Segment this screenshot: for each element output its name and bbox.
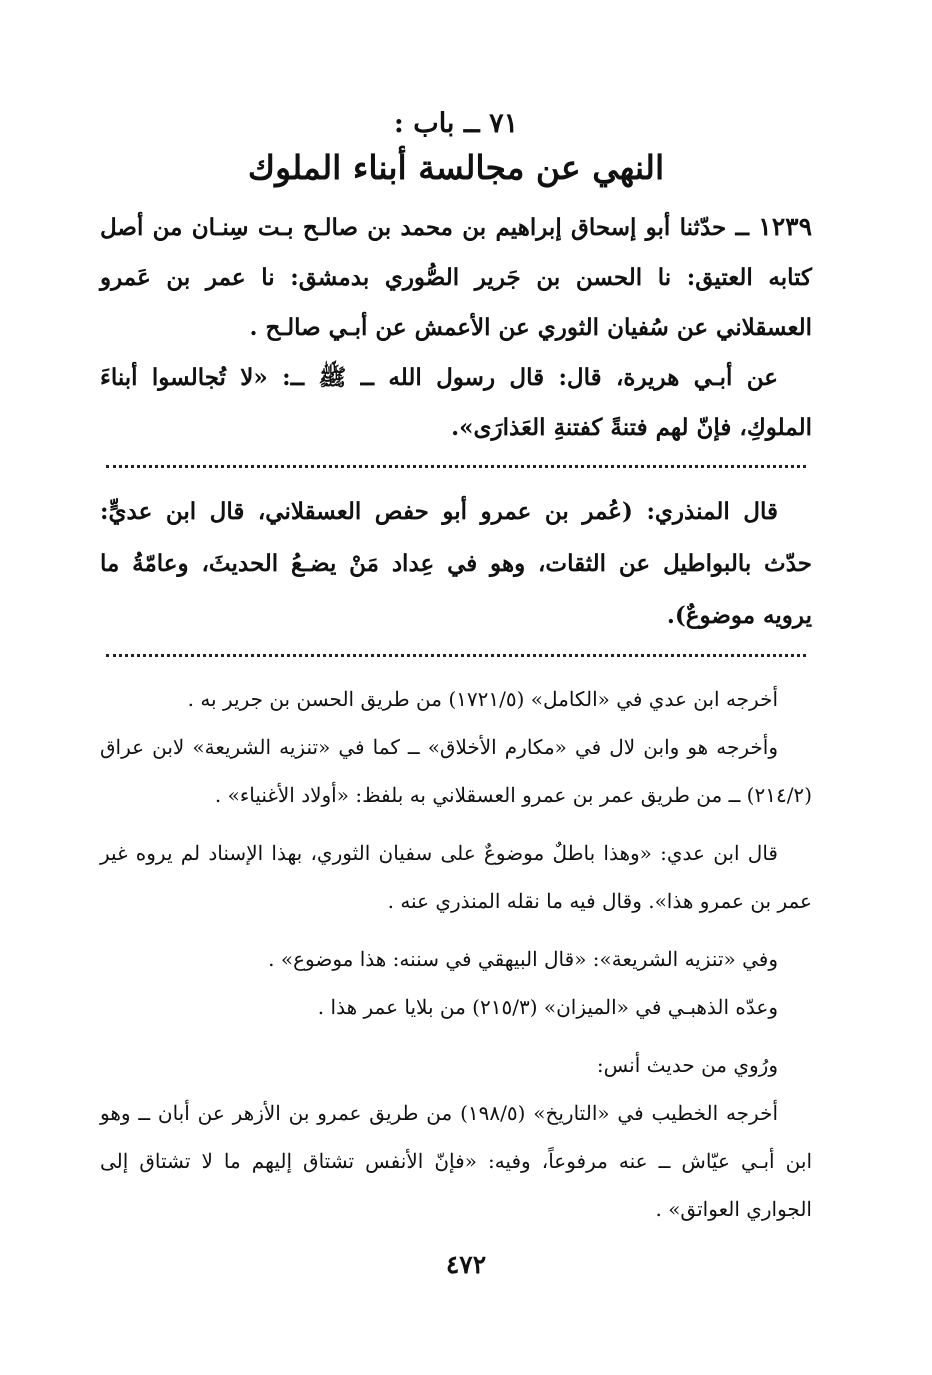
page-number: ٤٧٢ — [445, 1250, 487, 1279]
hadith-number: ١٢٣٩ — [758, 212, 812, 241]
takhrij-paragraph: أخرجه الخطيب في «التاريخ» (١٩٨/٥) من طريق عمرو بن الأزهر عن أبان ــ وهو ابن أبـي عيّاش ــ عنه مرفوعاً، وفيه: «فإنّ الأنفس تشتاق إليهم ما لا تشتاق إلى الجواري العواتق» . — [100, 1101, 812, 1221]
page-body — [100, 100, 812, 1233]
chapter-number: ٧١ ــ باب : — [393, 108, 519, 139]
takhrij-paragraph: قال ابن عدي: «وهذا باطلٌ موضوعٌ على سفيان الثوري، بهذا الإسناد لم يروه غير عمر بن عمرو هذا». وقال فيه ما نقله المنذري عنه . — [100, 841, 812, 913]
takhrij-paragraph: وفي «تنزيه الشريعة»: «قال البيهقي في سننه: هذا موضوع» . — [268, 947, 778, 971]
hadith-isnad-text: ــ حدّثنا أبو إسحاق إبراهيم بن محمد بن صالـح بـت سِنـان من أصل كتابه العتيق: نا الحسن بن جَرير الصُّوري بدمشق: نا عمر بن عَمرو العسقلاني عن سُفيان الثوري عن الأعمش عن أبـي صالـح . — [100, 214, 812, 341]
takhrij-paragraph: أخرجه ابن عدي في «الكامل» (١٧٢١/٥) من طريق الحسن بن جرير به . — [187, 687, 778, 711]
hadith-matn: عن أبـي هريرة، قال: قال رسول الله ــ ﷺ ــ: «لا تُجالسوا أبناءَ الملوكِ، فإنّ لهم فتنةً كفتنةِ العَذارَى». — [100, 364, 812, 441]
dotted-separator — [106, 654, 806, 657]
takhrij-paragraph: ورُوي من حديث أنس: — [596, 1053, 778, 1077]
chapter-title: النهي عن مجالسة أبناء الملوك — [247, 148, 665, 187]
takhrij-paragraph: وعدّه الذهبـي في «الميزان» (٢١٥/٣) من بلايا عمر هذا . — [317, 995, 778, 1019]
mundhiri-note: قال المنذري: (عُمر بن عمرو أبو حفص العسقلاني، قال ابن عديٍّ: حدّث بالبواطيل عن الثقات، وهو في عِداد مَنْ يضـعُ الحديثَ، وعامّةُ ما يرويه موضوعٌ). — [100, 498, 812, 629]
hadith-isnad — [100, 202, 812, 353]
dotted-separator — [106, 465, 806, 468]
takhrij-paragraph: وأخرجه هو وابن لال في «مكارم الأخلاق» ــ كما في «تنزيه الشريعة» لابن عراق (٢١٤/٢) ــ من طريق عمر بن عمرو العسقلاني به بلفظ: «أولاد الأغنياء» . — [100, 735, 812, 807]
